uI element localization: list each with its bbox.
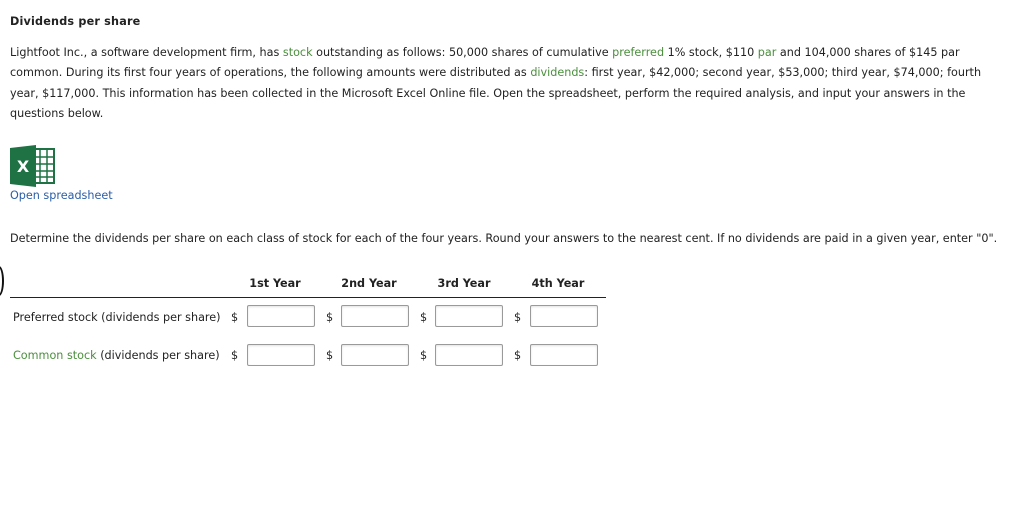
preferred-year-2-input[interactable] [341,305,409,327]
currency-symbol: $ [514,311,522,324]
common-year-4-input[interactable] [530,344,598,366]
currency-symbol: $ [231,311,239,324]
instruction-text: Determine the dividends per share on each class of stock for each of the four years. Round your answers to the nearest cent. If no dividends are paid in a given year, enter "0". [10,232,998,245]
currency-symbol: $ [326,311,334,324]
term-common-stock-link[interactable]: Common stock [13,349,97,362]
page-title: Dividends per share [10,15,141,28]
svg-text:X: X [16,157,30,176]
excel-icon[interactable] [10,145,56,187]
currency-symbol: $ [514,349,522,362]
row-label-suffix: (dividends per share) [96,349,220,362]
currency-symbol: $ [420,311,428,324]
common-year-2-input[interactable] [341,344,409,366]
term-preferred-link[interactable]: preferred [612,46,665,59]
term-dividends-link[interactable]: dividends [530,66,585,80]
term-stock-link[interactable]: stock [282,46,313,59]
row-label-preferred: Preferred stock (dividends per share) [13,311,221,324]
header-divider [10,297,606,298]
open-spreadsheet-link[interactable]: Open spreadsheet [10,189,113,202]
statement-text: and 104,000 shares of $145 par common. During its first four years of operations, the following amounts were distributed as [10,46,960,80]
preferred-year-3-input[interactable] [435,305,503,327]
common-year-1-input[interactable] [247,344,315,366]
statement-text: Lightfoot Inc., a software development firm, has [10,46,283,59]
column-header-year-4: 4th Year [531,277,585,290]
statement-text: 1% stock, $110 [664,46,758,59]
preferred-year-4-input[interactable] [530,305,598,327]
statement-text: outstanding as follows: 50,000 shares of cumulative [312,46,613,59]
common-year-3-input[interactable] [435,344,503,366]
column-header-year-3: 3rd Year [437,277,491,290]
currency-symbol: $ [326,349,334,362]
edge-bracket-mark [0,266,4,296]
statement-text: : first year, $42,000; second year, $53,000; third year, $74,000; fourth year, $117,000. This information has been collected in the Microsoft Excel Online file. Open the spreadsheet, perform the required analysis, and input your answers in the questions below. [10,66,982,120]
term-par-link[interactable]: par [757,46,777,59]
currency-symbol: $ [231,349,239,362]
problem-statement [10,43,1010,124]
preferred-year-1-input[interactable] [247,305,315,327]
column-header-year-1: 1st Year [249,277,301,290]
currency-symbol: $ [420,349,428,362]
row-label-common [13,349,220,362]
column-header-year-2: 2nd Year [341,277,397,290]
